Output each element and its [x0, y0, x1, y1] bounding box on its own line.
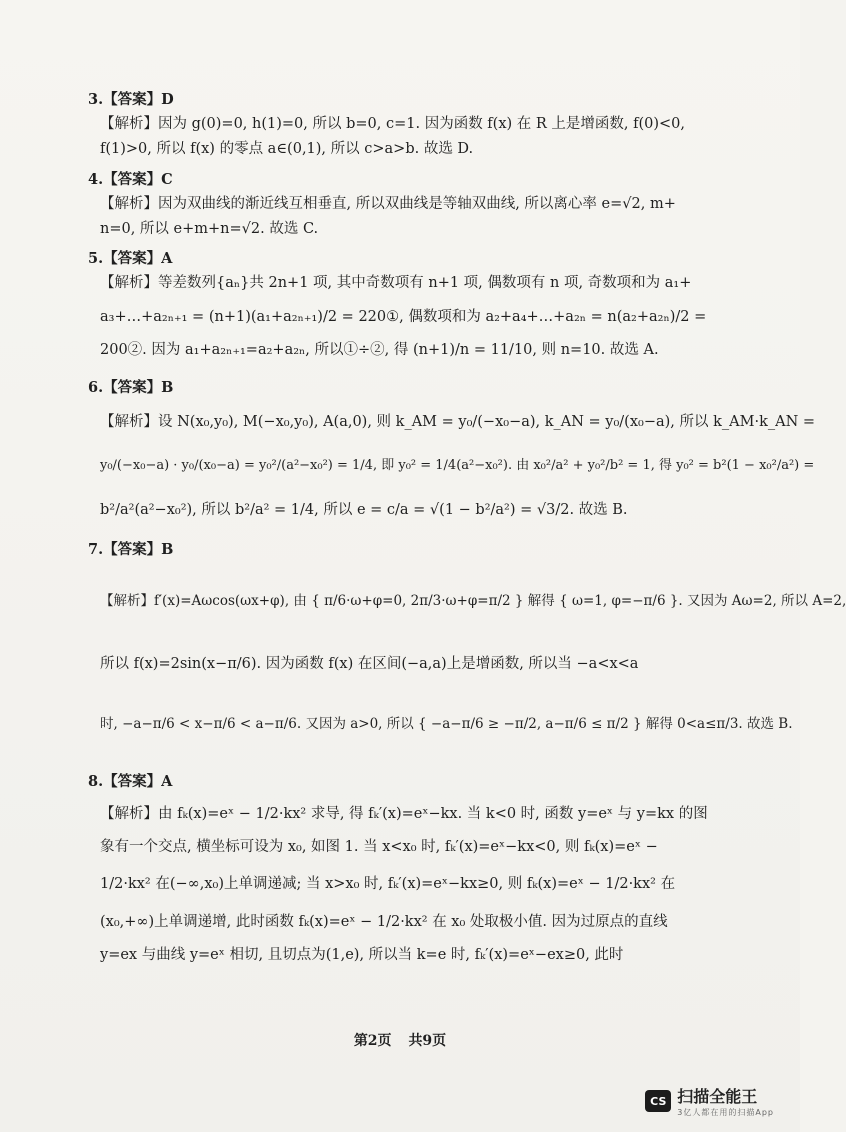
q5-title: 5.【答案】A: [88, 250, 173, 268]
q7-title: 7.【答案】B: [88, 541, 174, 559]
q7-line-2: 所以 f(x)=2sin(x−π/6). 因为函数 f(x) 在区间(−a,a)上是增函数, 所以当 −a<x<a: [100, 656, 639, 673]
q8-line-3: 1/2·kx² 在(−∞,x₀)上单调递减; 当 x>x₀ 时, fₖ′(x)=eˣ−kx≥0, 则 fₖ(x)=eˣ − 1/2·kx² 在: [100, 876, 676, 893]
page-footer: [0, 1030, 800, 1050]
q4-line-1: 【解析】因为双曲线的渐近线互相垂直, 所以双曲线是等轴双曲线, 所以离心率 e=√2, m+: [100, 195, 676, 212]
q3-line-1: 【解析】因为 g(0)=0, h(1)=0, 所以 b=0, c=1. 因为函数 f(x) 在 R 上是增函数, f(0)<0,: [100, 116, 686, 133]
q5-line-3: 200②. 因为 a₁+a₂ₙ₊₁=a₂+a₂ₙ, 所以①÷②, 得 (n+1)/n = 11/10, 则 n=10. 故选 A.: [100, 341, 659, 358]
q3-title: 3.【答案】D: [88, 91, 174, 108]
q4-title: 4.【答案】C: [88, 170, 173, 188]
watermark-name: 扫描全能王: [677, 1087, 758, 1106]
q4-line-2: n=0, 所以 e+m+n=√2. 故选 C.: [100, 220, 319, 237]
q8-line-1: 【解析】由 fₖ(x)=eˣ − 1/2·kx² 求导, 得 fₖ′(x)=eˣ−kx. 当 k<0 时, 函数 y=eˣ 与 y=kx 的图: [100, 805, 708, 822]
q5-line-1: 【解析】等差数列{aₙ}共 2n+1 项, 其中奇数项有 n+1 项, 偶数项有 n 项, 奇数项和为 a₁+: [100, 275, 692, 292]
q6-line-1: 【解析】设 N(x₀,y₀), M(−x₀,y₀), A(a,0), 则 k_AM = y₀/(−x₀−a), k_AN = y₀/(x₀−a), 所以 k_AM·k_AN =: [100, 414, 816, 431]
q3-line-2: f(1)>0, 所以 f(x) 的零点 a∈(0,1), 所以 c>a>b. 故选 D.: [100, 141, 474, 158]
page-total: 共9页: [408, 1033, 447, 1049]
camscanner-logo-icon: CS: [645, 1090, 671, 1112]
watermark-subtitle: 3亿人都在用的扫描App: [677, 1108, 774, 1117]
q8-line-5: y=ex 与曲线 y=eˣ 相切, 且切点为(1,e), 所以当 k=e 时, fₖ′(x)=eˣ−ex≥0, 此时: [100, 946, 624, 963]
answer-content: [88, 82, 846, 969]
q7-line-3: 时, −a−π/6 < x−π/6 < a−π/6. 又因为 a>0, 所以 { −a−π/6 ≥ −π/2, a−π/6 ≤ π/2 } 解得 0<a≤π/3. 故选 B.: [100, 716, 793, 733]
q8-line-2: 象有一个交点, 横坐标可设为 x₀, 如图 1. 当 x<x₀ 时, fₖ′(x)=eˣ−kx<0, 则 fₖ(x)=eˣ −: [100, 839, 658, 856]
q6-line-3: b²/a²(a²−x₀²), 所以 b²/a² = 1/4, 所以 e = c/a = √(1 − b²/a²) = √3/2. 故选 B.: [100, 502, 628, 519]
q6-title: 6.【答案】B: [88, 378, 174, 396]
scanner-watermark: [645, 1084, 774, 1118]
q7-line-1: 【解析】f′(x)=Aωcos(ωx+φ), 由 { π/6·ω+φ=0, 2π/3·ω+φ=π/2 } 解得 { ω=1, φ=−π/6 }. 又因为 Aω=2, 所以 A=2,: [100, 593, 846, 610]
page-number: 第2页: [353, 1033, 392, 1049]
q6-line-2: y₀/(−x₀−a) · y₀/(x₀−a) = y₀²/(a²−x₀²) = 1/4, 即 y₀² = 1/4(a²−x₀²). 由 x₀²/a² + y₀²/b² = 1, 得 y₀² = b²(1 − x₀²/a²) =: [100, 458, 815, 474]
q8-title: 8.【答案】A: [88, 772, 173, 790]
q8-line-4: (x₀,+∞)上单调递增, 此时函数 fₖ(x)=eˣ − 1/2·kx² 在 x₀ 处取极小值. 因为过原点的直线: [100, 913, 668, 930]
q5-line-2: a₃+…+a₂ₙ₊₁ = (n+1)(a₁+a₂ₙ₊₁)/2 = 220①, 偶数项和为 a₂+a₄+…+a₂ₙ = n(a₂+a₂ₙ)/2 =: [100, 308, 707, 325]
